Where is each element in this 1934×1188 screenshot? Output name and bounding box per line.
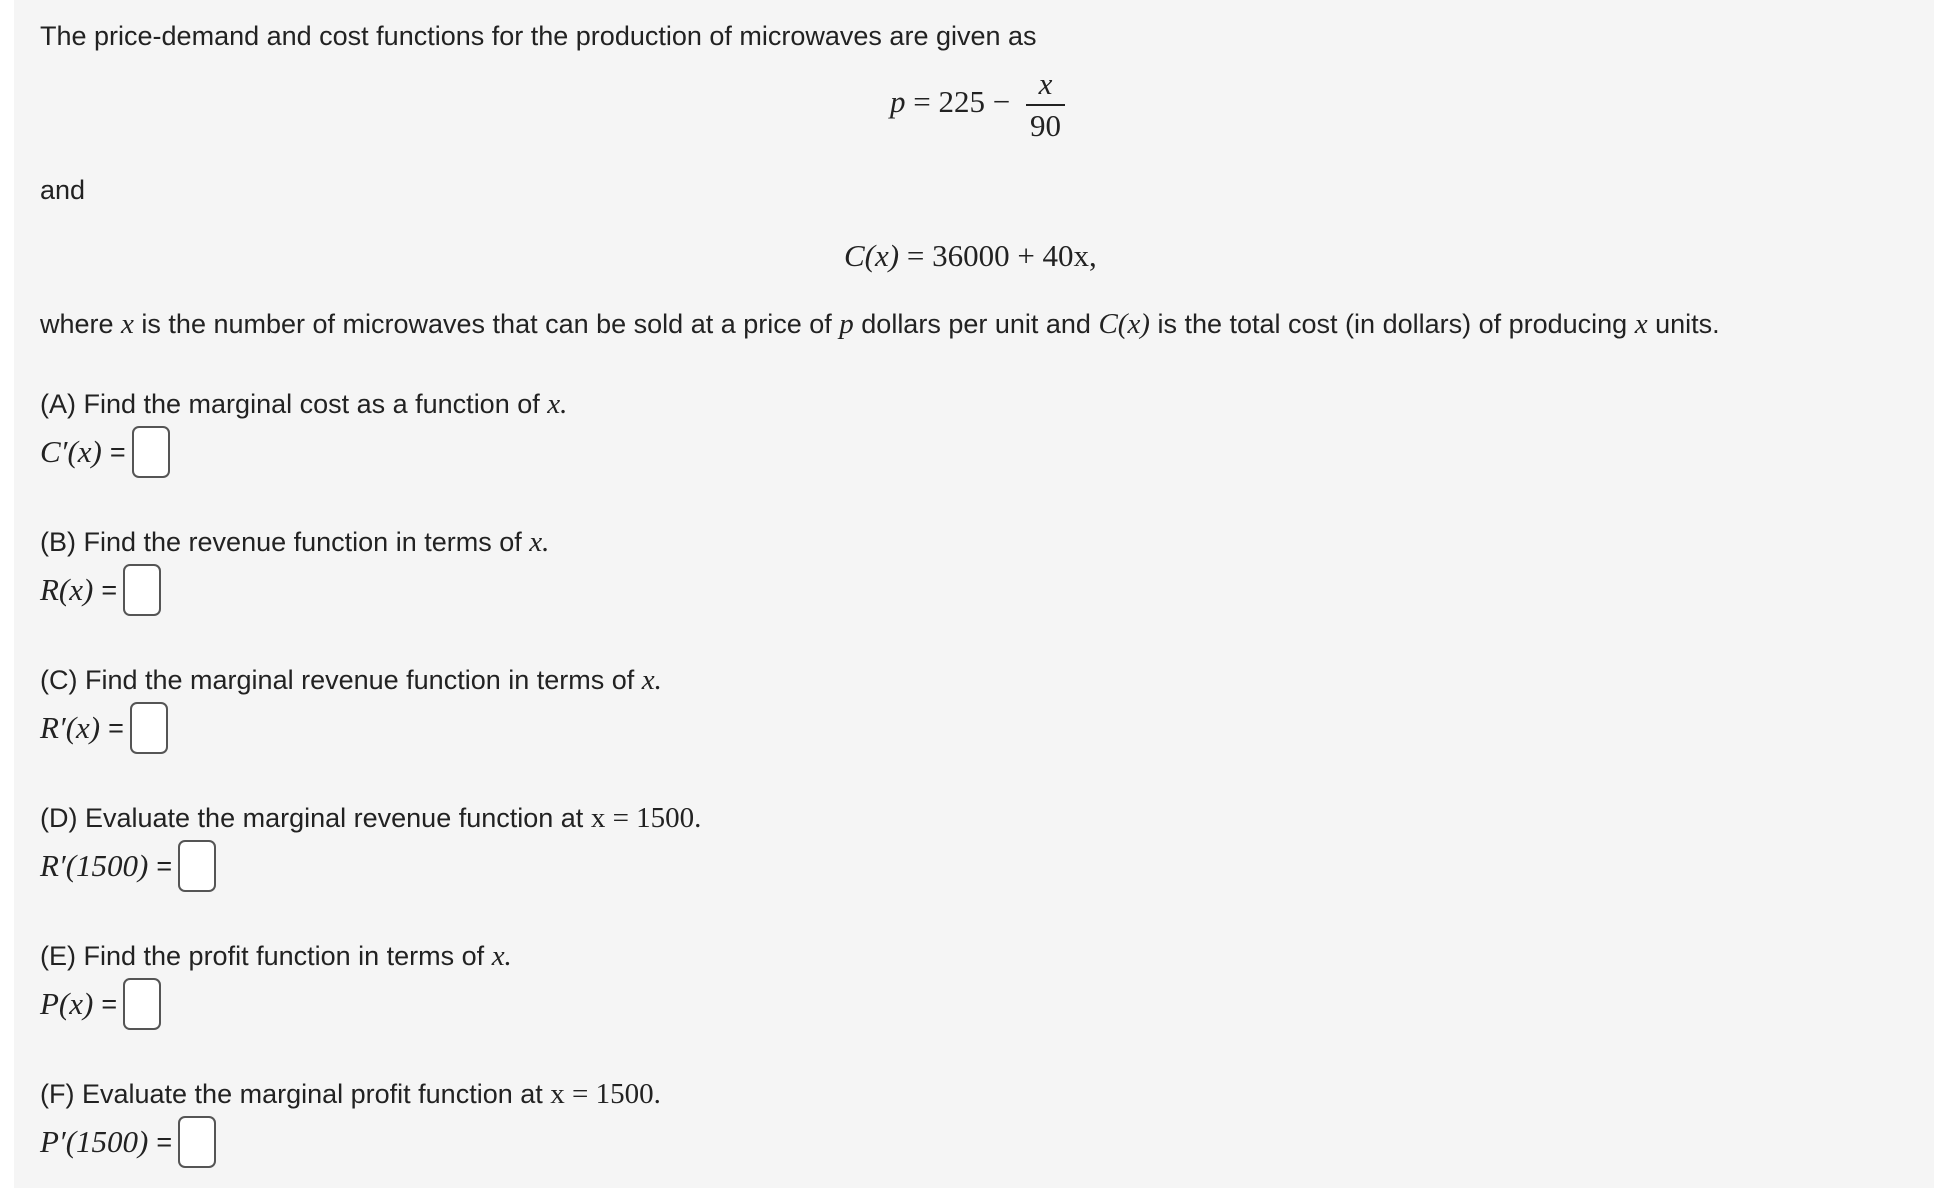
question-f-equals: = bbox=[156, 1127, 173, 1157]
eq1-fraction bbox=[1026, 68, 1065, 142]
question-c-text: (C) Find the marginal revenue function in terms of bbox=[40, 665, 642, 695]
question-d-text: (D) Evaluate the marginal revenue function at bbox=[40, 803, 591, 833]
question-c-math: x. bbox=[641, 664, 662, 696]
and-text: and bbox=[40, 175, 86, 205]
where-text bbox=[40, 308, 1720, 340]
question-a-answer-row bbox=[40, 424, 170, 480]
where-part3: dollars per unit and bbox=[853, 309, 1099, 339]
question-e-answer-label: P(x) bbox=[40, 986, 94, 1021]
question-d-answer-row bbox=[40, 838, 216, 894]
question-a-prompt bbox=[40, 388, 567, 420]
intro-text: The price-demand and cost functions for the production of microwaves are given as bbox=[40, 21, 1037, 51]
problem-panel bbox=[14, 0, 1934, 1188]
question-f-answer-label: P′(1500) bbox=[40, 1124, 149, 1159]
eq1-equals: = bbox=[913, 84, 931, 120]
question-c-answer-row bbox=[40, 700, 168, 756]
question-e-prompt bbox=[40, 940, 512, 972]
question-d-answer-label: R′(1500) bbox=[40, 848, 149, 883]
question-a-answer-box[interactable] bbox=[132, 426, 170, 478]
question-e-answer-box[interactable] bbox=[123, 978, 161, 1030]
question-f-answer-box[interactable] bbox=[178, 1116, 216, 1168]
where-var-cx: C(x) bbox=[1098, 308, 1150, 340]
question-b-answer-box[interactable] bbox=[123, 564, 161, 616]
question-c-answer-box[interactable] bbox=[130, 702, 168, 754]
question-e-equals: = bbox=[101, 989, 118, 1019]
eq1-numerator: x bbox=[1026, 68, 1065, 106]
where-var-p: p bbox=[839, 308, 854, 340]
question-f-text: (F) Evaluate the marginal profit function at bbox=[40, 1079, 551, 1109]
question-b-prompt bbox=[40, 526, 549, 558]
where-part5: units. bbox=[1647, 309, 1720, 339]
question-e-text: (E) Find the profit function in terms of bbox=[40, 941, 492, 971]
where-part2: is the number of microwaves that can be sold at a price of bbox=[133, 309, 840, 339]
question-d-equals: = bbox=[156, 851, 173, 881]
eq1-denominator: 90 bbox=[1029, 108, 1061, 143]
eq1-lhs: p bbox=[890, 84, 906, 120]
question-a-answer-label: C′(x) bbox=[40, 434, 102, 469]
cost-equation bbox=[844, 238, 1097, 274]
eq2-rhs: 36000 + 40x, bbox=[932, 238, 1097, 273]
question-e-answer-row bbox=[40, 976, 161, 1032]
question-c-prompt bbox=[40, 664, 662, 696]
question-f-answer-row bbox=[40, 1114, 216, 1170]
question-b-math: x. bbox=[529, 526, 550, 558]
question-c-equals: = bbox=[108, 713, 124, 743]
question-f-math: x = 1500. bbox=[550, 1078, 661, 1110]
where-var-x: x bbox=[121, 308, 134, 340]
where-var-x2: x bbox=[1634, 308, 1648, 340]
question-b-equals: = bbox=[101, 575, 118, 605]
question-a-text: (A) Find the marginal cost as a function of bbox=[40, 389, 548, 419]
where-part4: is the total cost (in dollars) of producing bbox=[1149, 309, 1635, 339]
eq1-minus: − bbox=[992, 84, 1011, 120]
question-b-text: (B) Find the revenue function in terms of bbox=[40, 527, 530, 557]
eq1-const: 225 bbox=[938, 84, 985, 120]
question-d-prompt bbox=[40, 802, 701, 834]
price-demand-equation bbox=[890, 68, 1065, 142]
question-f-prompt bbox=[40, 1078, 661, 1110]
question-e-math: x. bbox=[491, 940, 512, 972]
question-d-math: x = 1500. bbox=[590, 802, 702, 834]
eq2-lhs: C(x) bbox=[844, 238, 900, 273]
question-c-answer-label: R′(x) bbox=[40, 710, 101, 745]
question-a-math: x. bbox=[547, 388, 568, 420]
eq2-equals: = bbox=[906, 238, 925, 273]
question-b-answer-label: R(x) bbox=[40, 572, 94, 607]
question-a-equals: = bbox=[109, 437, 126, 467]
where-part1: where bbox=[40, 309, 122, 339]
question-b-answer-row bbox=[40, 562, 161, 618]
question-d-answer-box[interactable] bbox=[178, 840, 216, 892]
